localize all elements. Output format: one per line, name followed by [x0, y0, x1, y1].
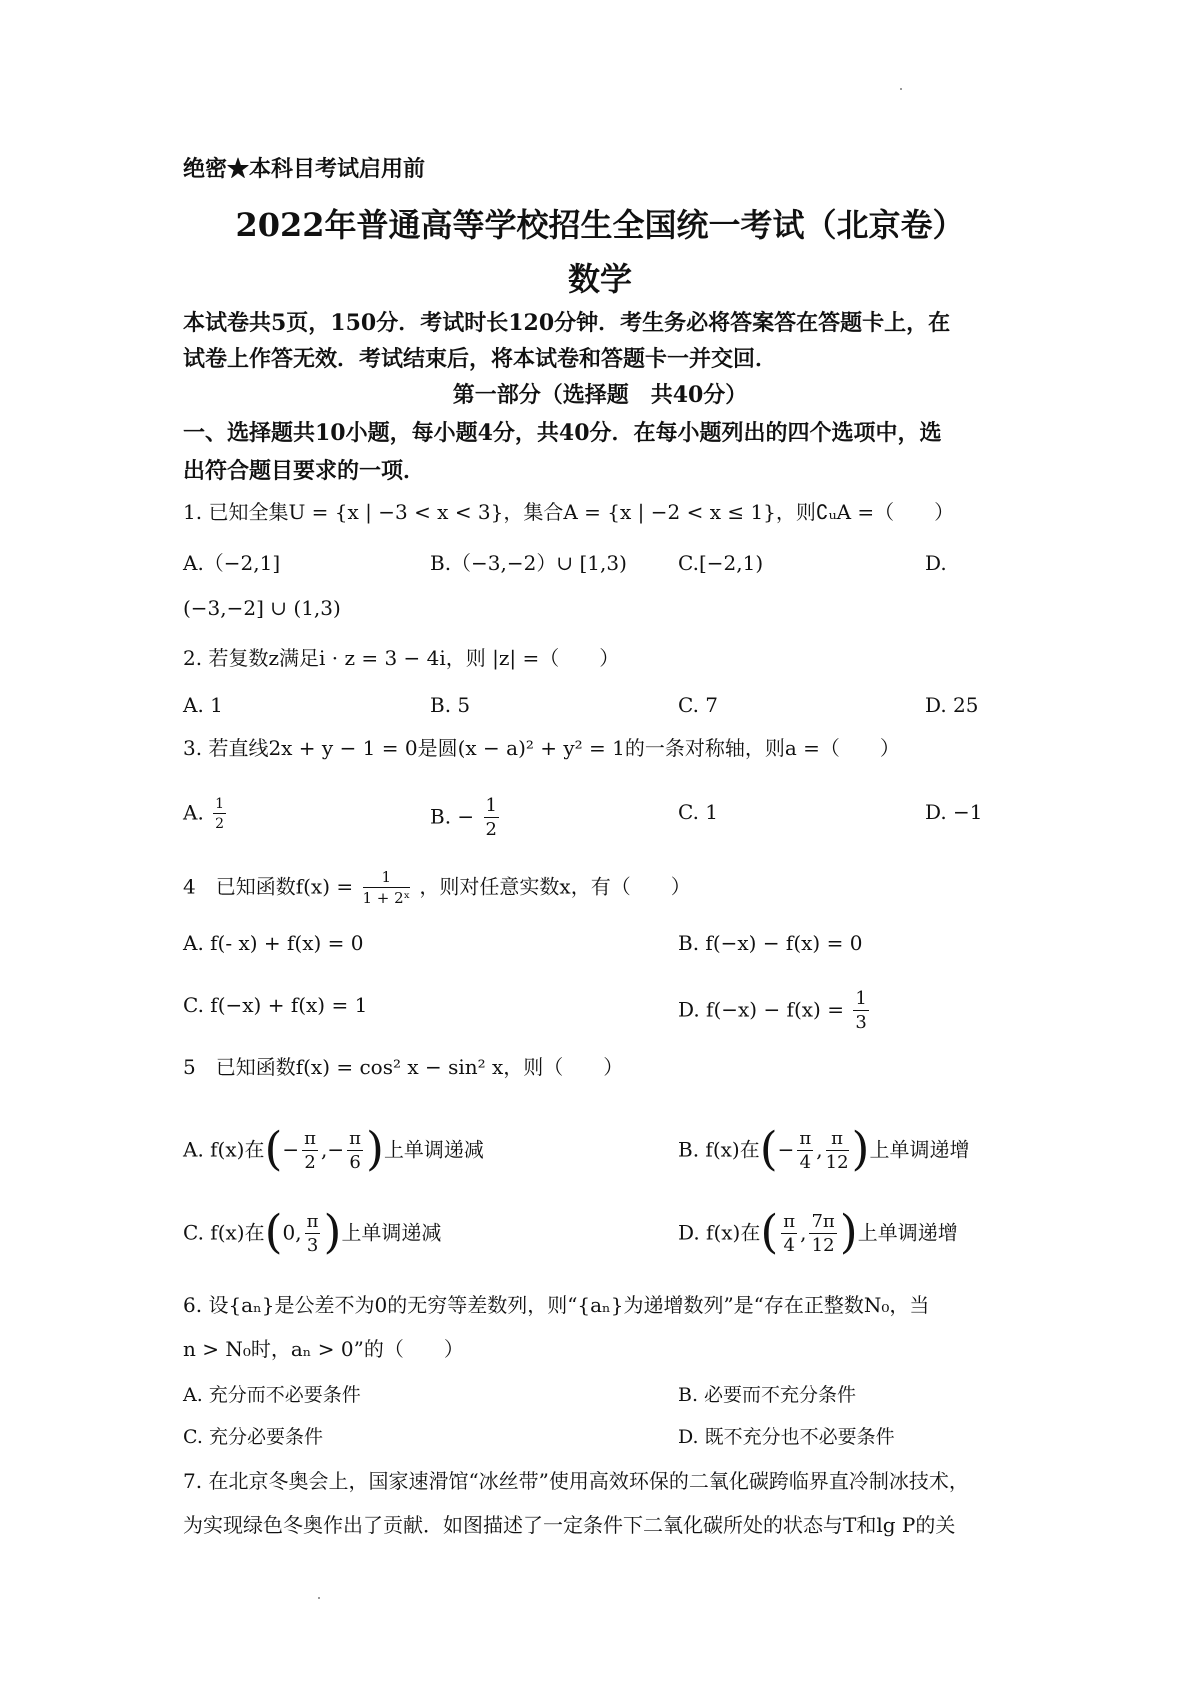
fraction: $\frac{1}{3}$ [855, 988, 867, 1033]
question-4-option-c: C. f(−x) + f(x) = 1 [183, 993, 368, 1017]
question-5-option-c: C. f(x)在(0, $\frac{\pi}{3}$ )上单调递减 [183, 1204, 442, 1259]
intro-line-1: 本试卷共5页，150分．考试时长120分钟．考生务必将答案答在答题卡上，在 [183, 310, 951, 336]
question-2-option-c: C. 7 [678, 693, 719, 717]
scan-dot [318, 1597, 320, 1599]
scan-dot [900, 88, 902, 90]
question-1-option-a: A.（−2,1] [183, 551, 281, 575]
question-6-option-c: C. 充分必要条件 [183, 1426, 323, 1448]
question-3-option-d: D. −1 [925, 800, 983, 824]
question-3-option-a: A. $\frac{1}{2}$ [183, 796, 225, 832]
question-3-option-b: B. − $\frac{1}{2}$ [430, 795, 497, 840]
question-4-option-b: B. f(−x) − f(x) = 0 [678, 931, 863, 955]
instructions-line-1: 一、选择题共10小题，每小题4分，共40分．在每小题列出的四个选项中，选 [183, 420, 942, 446]
fraction: $\frac{1}{2}$ [215, 796, 225, 832]
fraction: $\frac{\pi}{6}$ [349, 1128, 361, 1173]
fraction: $\frac{\pi}{2}$ [304, 1128, 317, 1173]
question-1-option-b: B.（−3,−2）∪ [1,3) [430, 551, 627, 575]
question-6-option-d: D. 既不充分也不必要条件 [678, 1426, 895, 1448]
question-5-option-d: D. f(x)在( $\frac{\pi}{4}$ , $\frac{7\pi}{12}$ )上单调递增 [678, 1204, 958, 1259]
question-3-option-c: C. 1 [678, 800, 719, 824]
fraction: $\frac{1}{\text{1 + 2ˣ}}$ [362, 868, 411, 907]
exam-title: 2022年普通高等学校招生全国统一考试（北京卷） [235, 206, 965, 244]
question-4-option-d: D. f(−x) − f(x) = $\frac{1}{3}$ [678, 988, 867, 1033]
question-4-stem: 4 已知函数f(x) = $\frac{1}{\text{1 + 2ˣ}}$ ，则对任意实数x，有（ ） [183, 868, 691, 907]
question-4-option-a: A. f(- x) + f(x) = 0 [183, 931, 364, 955]
question-5-stem: 5 已知函数f(x) = cos² x − sin² x，则（ ） [183, 1055, 624, 1079]
question-6-option-a: A. 充分而不必要条件 [183, 1384, 361, 1406]
question-1-option-c: C.[−2,1) [678, 551, 764, 575]
question-2-stem: 2. 若复数z满足i · z = 3 − 4i，则 |z| =（ ） [183, 646, 620, 670]
subject-title: 数学 [567, 260, 632, 298]
fraction: $\frac{1}{2}$ [485, 795, 497, 840]
question-5-option-b: B. f(x)在(− $\frac{\pi}{4}$ , $\frac{\pi}{12}$ )上单调递增 [678, 1121, 970, 1176]
question-5-option-a: A. f(x)在(− $\frac{\pi}{2}$ ,− $\frac{\pi}{6}$ )上单调递减 [183, 1121, 484, 1176]
question-1-option-d-value: (−3,−2] ∪ (1,3) [183, 596, 341, 620]
fraction: $\frac{7\pi}{12}$ [811, 1211, 835, 1256]
question-6-stem-line-2: n > N₀时，aₙ > 0”的（ ） [183, 1337, 464, 1361]
secret-label: 绝密★本科目考试启用前 [183, 156, 426, 182]
question-6-stem-line-1: 6. 设{aₙ}是公差不为0的无穷等差数列，则“{aₙ}为递增数列”是“存在正整数N₀，当 [183, 1293, 930, 1317]
section-heading: 第一部分（选择题 共40分） [452, 382, 748, 408]
question-2-option-d: D. 25 [925, 693, 979, 717]
question-2-option-b: B. 5 [430, 693, 471, 717]
question-2-option-a: A. 1 [183, 693, 223, 717]
instructions-line-2: 出符合题目要求的一项． [183, 458, 426, 484]
intro-line-2: 试卷上作答无效．考试结束后，将本试卷和答题卡一并交回． [183, 346, 778, 372]
fraction: $\frac{\pi}{12}$ [825, 1128, 849, 1173]
question-7-stem-line-2: 为实现绿色冬奥作出了贡献．如图描述了一定条件下二氧化碳所处的状态与T和lg P的关 [183, 1513, 956, 1537]
question-1-stem: 1. 已知全集U = {x | −3 < x < 3}，集合A = {x | −2 < x ≤ 1}，则∁ᵤA =（ ） [183, 500, 955, 524]
fraction: $\frac{\pi}{4}$ [783, 1211, 796, 1256]
fraction: $\frac{\pi}{3}$ [306, 1211, 319, 1256]
fraction: $\frac{\pi}{4}$ [799, 1128, 812, 1173]
question-6-option-b: B. 必要而不充分条件 [678, 1384, 857, 1406]
question-1-option-d: D. [925, 551, 947, 575]
question-7-stem-line-1: 7. 在北京冬奥会上，国家速滑馆“冰丝带”使用高效环保的二氧化碳跨临界直冷制冰技术， [183, 1469, 969, 1493]
question-3-stem: 3. 若直线2x + y − 1 = 0是圆(x − a)² + y² = 1的一条对称轴，则a =（ ） [183, 736, 900, 760]
